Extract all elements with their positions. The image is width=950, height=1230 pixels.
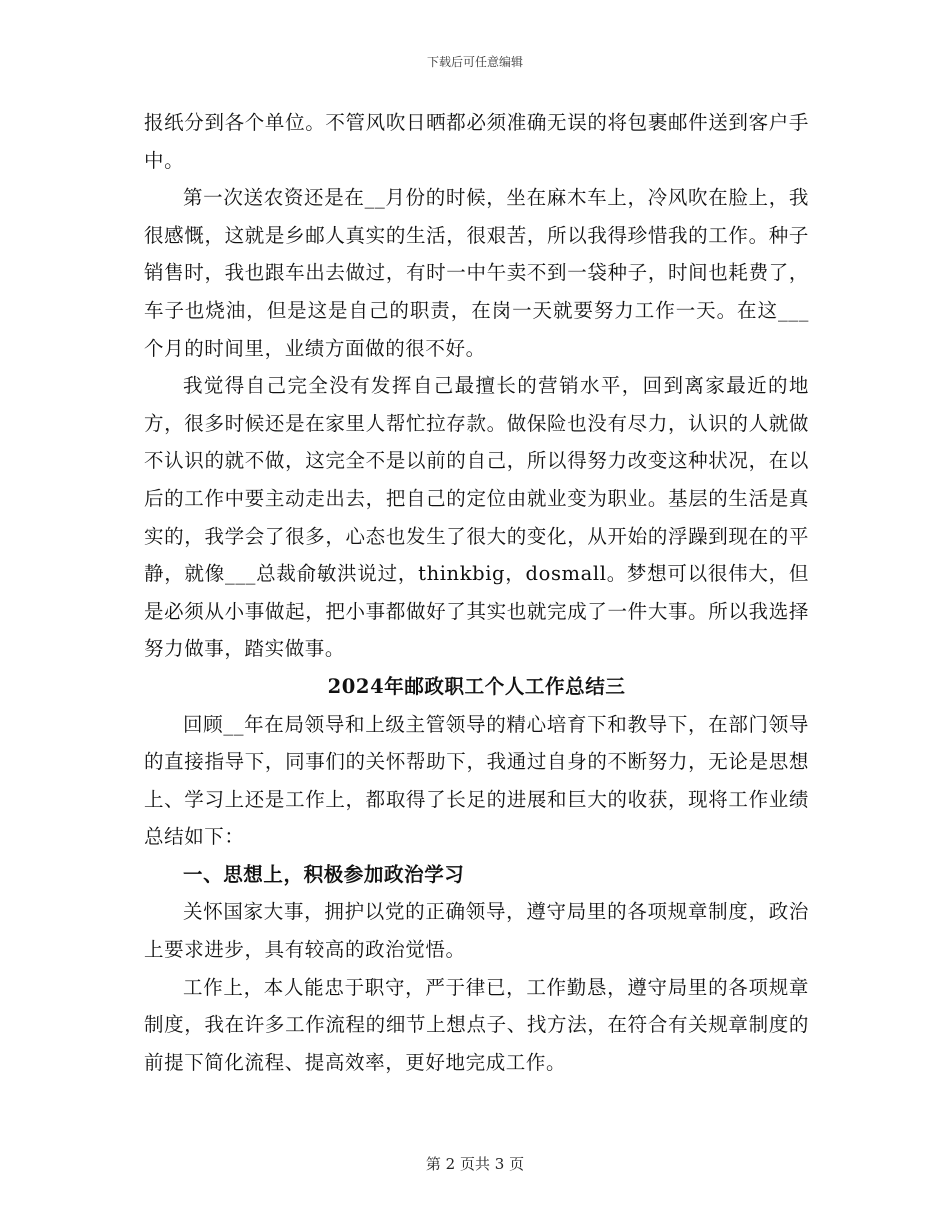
paragraph-work: 工作上，本人能忠于职守，严于律已，工作勤恳，遵守局里的各项规章制度，我在许多工作流程的细节上想点子、找方法，在符合有关规章制度的前提下简化流程、提高效率，更好地完成工作。 [144,975,809,1074]
page-footer-page-number: 第 2 页共 3 页 [425,1155,525,1173]
paragraph-politics: 关怀国家大事，拥护以党的正确领导，遵守局里的各项规章制度，政治上要求进步，具有较高的政治觉悟。 [144,900,809,962]
paragraph-review: 回顾__年在局领导和上级主管领导的精心培育下和教导下，在部门领导的直接指导下，同事们的关怀帮助下，我通过自身的不断努力，无论是思想上、学习上还是工作上，都取得了长足的进展和巨大的收获，现将工作业绩总结如下： [144,712,809,849]
document-body [144,104,809,1081]
page-header: 下载后可任意编辑 [426,55,523,69]
paragraph-marketing-reflection: 我觉得自己完全没有发挥自己最擅长的营销水平，回到离家最近的地方，很多时候还是在家里人帮忙拉存款。做保险也没有尽力，认识的人就做不认识的就不做，这完全不是以前的自己，所以得努力改变这种状况，在以后的工作中要主动走出去，把自己的定位由就业变为职业。基层的生活是真实的，我学会了很多，心态也发生了很大的变化，从开始的浮躁到现在的平静，就像___总裁俞敏洪说过，thinkbig，dosmall。梦想可以很伟大，但是必须从小事做起，把小事都做好了其实也就完成了一件大事。所以我选择努力做事，踏实做事。 [144,374,809,661]
subheading-ideology: 一、思想上，积极参加政治学习 [183,862,465,886]
paragraph-continuation: 报纸分到各个单位。不管风吹日晒都必须准确无误的将包裹邮件送到客户手中。 [144,111,809,172]
section-title: 2024年邮政职工个人工作总结三 [327,674,626,698]
paragraph-farm-supplies: 第一次送农资还是在__月份的时候，坐在麻木车上，冷风吹在脸上，我很感慨，这就是乡邮人真实的生活，很艰苦，所以我得珍惜我的工作。种子销售时，我也跟车出去做过，有时一中午卖不到一袋种子，时间也耗费了，车子也烧油，但是这是自己的职责，在岗一天就要努力工作一天。在这___个月的时间里，业绩方面做的很不好。 [144,186,809,360]
